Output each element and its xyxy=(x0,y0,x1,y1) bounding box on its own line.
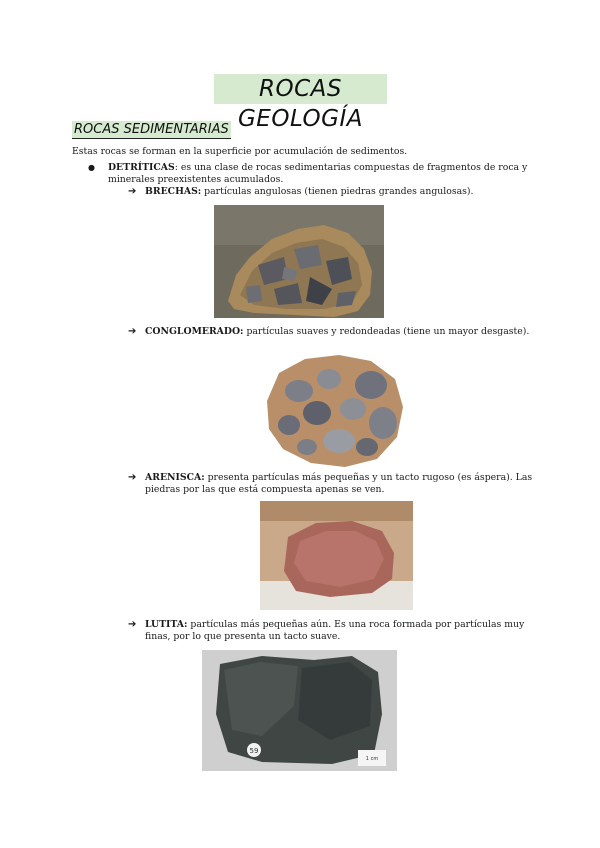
section-heading: ROCAS SEDIMENTARIAS xyxy=(74,122,229,137)
brechas-photo xyxy=(214,205,384,318)
detriticas-text: : es una clase de rocas sedimentarias compuestas de fragmentos de roca y xyxy=(174,162,528,173)
arrow-icon: ➔ xyxy=(128,619,137,630)
arenisca-photo xyxy=(260,501,413,610)
arrow-icon: ➔ xyxy=(128,186,137,197)
brechas-term: BRECHAS: xyxy=(145,186,202,197)
detriticas-line2: minerales preexistentes acumulados. xyxy=(108,174,284,185)
detriticas-term: DETRÍTICAS xyxy=(108,162,175,173)
arenisca-text: presenta partículas más pequeñas y un tacto rugoso (es áspera). Las xyxy=(204,472,533,483)
specimen-tag: 59 xyxy=(249,747,259,755)
lutita-term: LUTITA: xyxy=(145,619,188,630)
arrow-icon: ➔ xyxy=(128,472,137,483)
lutita-line2: finas, por lo que presenta un tacto suave. xyxy=(145,631,341,642)
lutita-photo xyxy=(202,650,397,771)
item-lutita xyxy=(145,619,524,631)
intro-text: Estas rocas se forman en la superficie por acumulación de sedimentos. xyxy=(72,146,408,157)
item-conglomerado xyxy=(145,326,529,338)
conglomerado-photo xyxy=(259,351,407,469)
page-title: ROCAS GEOLOGÍA xyxy=(214,74,387,104)
arenisca-term: ARENISCA: xyxy=(145,472,205,483)
detriticas-line1 xyxy=(108,162,527,174)
arrow-icon: ➔ xyxy=(128,326,137,337)
brechas-text: partículas angulosas (tienen piedras grandes angulosas). xyxy=(201,186,474,197)
arenisca-line2: piedras por las que está compuesta apenas se ven. xyxy=(145,484,385,495)
scale-label: 1 cm xyxy=(365,756,379,762)
bullet-icon: ● xyxy=(88,163,95,172)
conglomerado-text: partículas suaves y redondeadas (tiene un mayor desgaste). xyxy=(243,326,530,337)
item-arenisca xyxy=(145,472,532,484)
conglomerado-term: CONGLOMERADO: xyxy=(145,326,244,337)
item-brechas xyxy=(145,186,474,198)
lutita-text: partículas más pequeñas aún. Es una roca formada por partículas muy xyxy=(187,619,525,630)
